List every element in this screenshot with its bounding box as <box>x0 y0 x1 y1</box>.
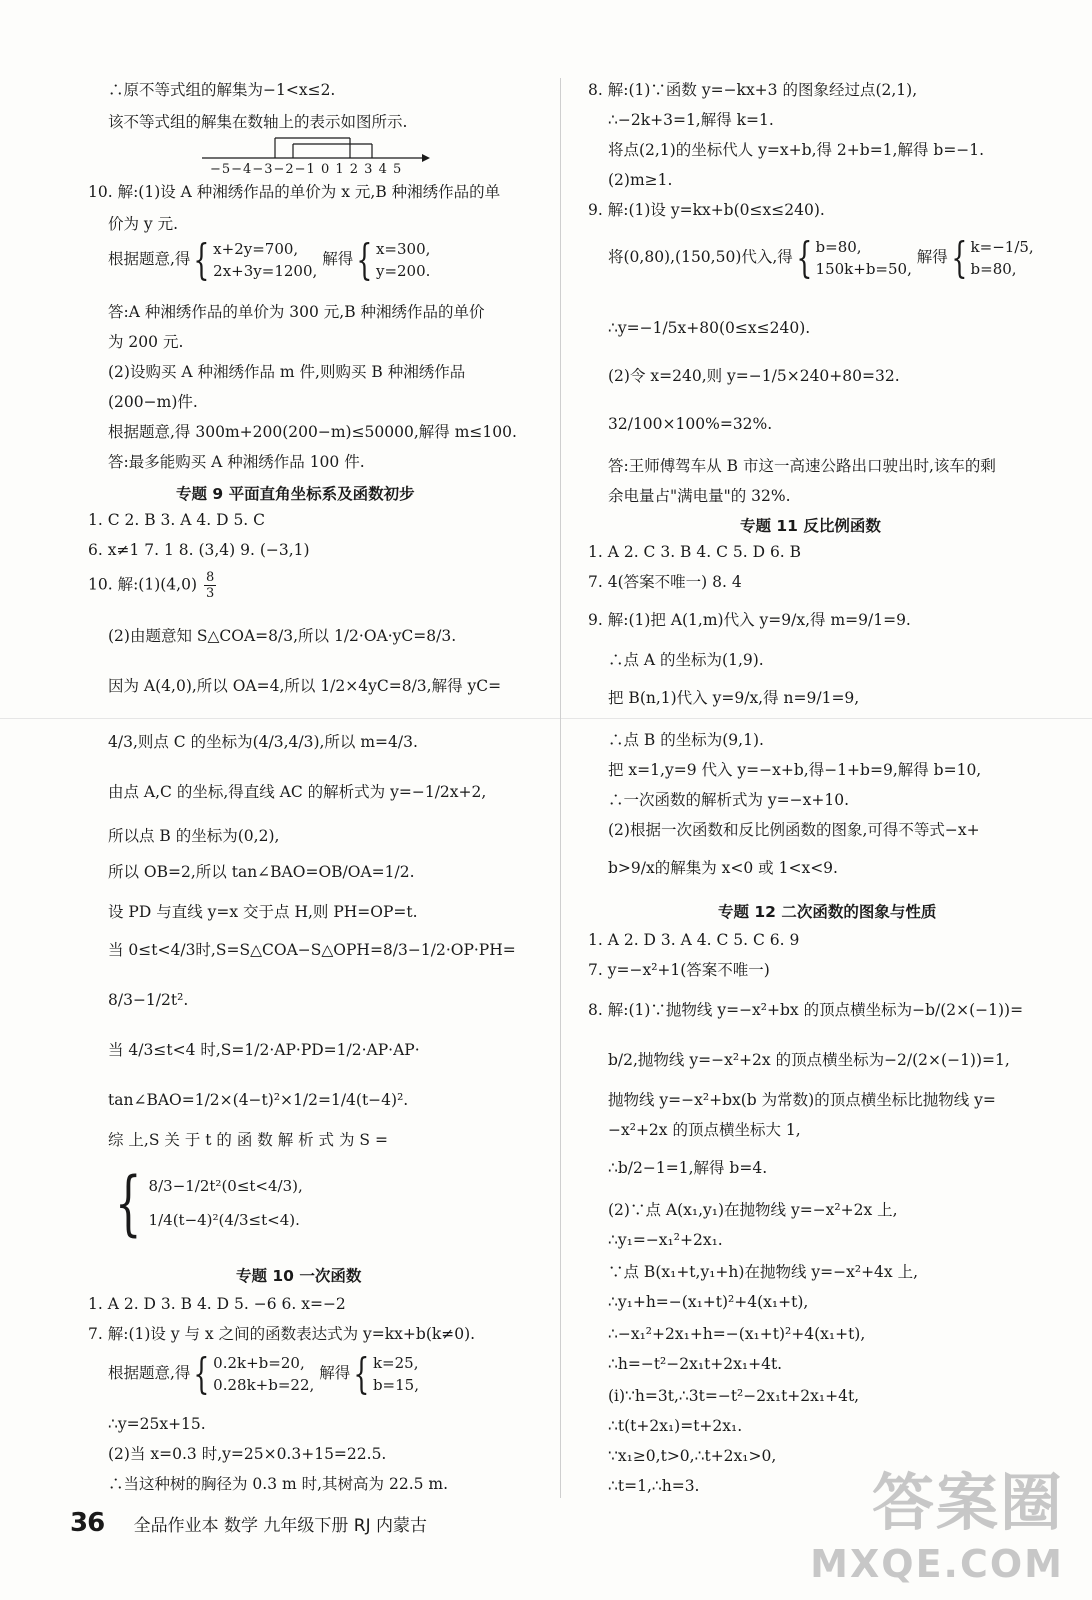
text-line: 把 B(n,1)代入 y=9/x,得 n=9/1=9, <box>608 689 860 707</box>
text-line: 根据题意,得 300m+200(200−m)≤50000,解得 m≤100. <box>108 423 517 441</box>
text-line: 把 x=1,y=9 代入 y=−x+b,得−1+b=9,解得 b=10, <box>608 761 982 779</box>
text-line: 7. y=−x²+1(答案不唯一) <box>588 961 770 979</box>
text-line: 9. 解:(1)设 y=kx+b(0≤x≤240). <box>588 201 825 219</box>
text-line: ∵点 B(x₁+t,y₁+h)在抛物线 y=−x²+4x 上, <box>608 1263 919 1281</box>
text-line: ∴t=1,∴h=3. <box>608 1477 700 1495</box>
section-title: 专题 9 平面直角坐标系及函数初步 <box>176 485 415 503</box>
text-line: −x²+2x 的顶点横坐标大 1, <box>608 1121 801 1139</box>
text-line: ∴原不等式组的解集为−1<x≤2. <box>108 81 336 99</box>
text-line: 为 200 元. <box>108 333 184 351</box>
text-line: ∴点 A 的坐标为(1,9). <box>608 651 764 669</box>
equation: 150k+b=50, <box>815 260 912 278</box>
watermark <box>810 1453 1064 1586</box>
text-line: (2)设购买 A 种湘绣作品 m 件,则购买 B 种湘绣作品 <box>108 363 466 381</box>
watermark-logo-text: 答案圈 <box>871 1466 1064 1539</box>
piecewise-function: { 8/3−1/2t²(0≤t<4/3), 1/4(t−4)²(4/3≤t<4). <box>114 1162 303 1244</box>
section-title: 专题 10 一次函数 <box>236 1267 362 1285</box>
text-line: ∵x₁≥0,t>0,∴t+2x₁>0, <box>608 1447 777 1465</box>
text-line: (2)当 x=0.3 时,y=25×0.3+15=22.5. <box>108 1445 387 1463</box>
text-line: 6. x≠1 7. 1 8. (3,4) 9. (−3,1) <box>88 541 310 559</box>
text-line: 10. 解:(1)设 A 种湘绣作品的单价为 x 元,B 种湘绣作品的单 <box>88 183 501 201</box>
text-line: (2)∵点 A(x₁,y₁)在抛物线 y=−x²+2x 上, <box>608 1201 898 1219</box>
equation: 2x+3y=1200, <box>213 262 318 280</box>
column-divider <box>560 78 561 1498</box>
text-line: 所以 OB=2,所以 tan∠BAO=OB/OA=1/2. <box>108 863 415 881</box>
text-line: 所以点 B 的坐标为(0,2), <box>108 827 280 845</box>
text-line: 32/100×100%=32%. <box>608 415 773 433</box>
section-title: 专题 12 二次函数的图象与性质 <box>718 903 937 921</box>
text-line: 当 4/3≤t<4 时,S=1/2·AP·PD=1/2·AP·AP· <box>108 1041 420 1059</box>
text-line: ∴一次函数的解析式为 y=−x+10. <box>608 791 850 809</box>
text-line: ∴−2k+3=1,解得 k=1. <box>608 111 774 129</box>
text-run: 解得 <box>916 248 948 266</box>
page-fold-line <box>0 718 1092 719</box>
text-line: 1. C 2. B 3. A 4. D 5. C <box>88 511 266 529</box>
text-line: 答:王师傅驾车从 B 市这一高速公路出口驶出时,该车的剩 <box>608 457 996 475</box>
text-line: ∴y=25x+15. <box>108 1415 206 1433</box>
text-line: ∴y₁+h=−(x₁+t)²+4(x₁+t), <box>608 1293 809 1311</box>
text-line: (2)令 x=240,则 y=−1/5×240+80=32. <box>608 367 900 385</box>
equation: b=80, <box>970 260 1017 278</box>
text-line: 余电量占"满电量"的 32%. <box>608 487 791 505</box>
equation: 0.2k+b=20, <box>213 1354 305 1372</box>
text-line: 因为 A(4,0),所以 OA=4,所以 1/2×4yC=8/3,解得 yC= <box>108 677 502 695</box>
text-line: ∴t(t+2x₁)=t+2x₁. <box>608 1417 743 1435</box>
text-run: 10. 解:(1)(4,0) <box>88 575 197 594</box>
text-line: 答:A 种湘绣作品的单价为 300 元,B 种湘绣作品的单价 <box>108 303 485 321</box>
equation: b=15, <box>372 1376 419 1394</box>
text-line: ∴当这种树的胸径为 0.3 m 时,其树高为 22.5 m. <box>108 1475 449 1493</box>
text-run: 解得 <box>319 1364 351 1382</box>
text-run: 解得 <box>322 250 354 268</box>
text-line: 当 0≤t<4/3时,S=S△COA−S△OPH=8/3−1/2·OP·PH= <box>108 941 516 959</box>
text-line: 8. 解:(1)∵函数 y=−kx+3 的图象经过点(2,1), <box>588 81 918 99</box>
watermark-url: MXQE.COM <box>810 1542 1064 1586</box>
text-line: (2)根据一次函数和反比例函数的图象,可得不等式−x+ <box>608 821 980 839</box>
text-line: 将点(2,1)的坐标代人 y=x+b,得 2+b=1,解得 b=−1. <box>608 141 985 159</box>
equation: k=25, <box>372 1354 419 1372</box>
equation: b=80, <box>815 238 862 256</box>
text-run: 根据题意,得 <box>108 1364 191 1382</box>
text-line: 1. A 2. D 3. B 4. D 5. −6 6. x=−2 <box>88 1295 346 1313</box>
text-line: (2)m≥1. <box>608 171 673 189</box>
text-line: 1. A 2. C 3. B 4. C 5. D 6. B <box>588 543 802 561</box>
text-line: (2)由题意知 S△COA=8/3,所以 1/2·OA·yC=8/3. <box>108 627 457 645</box>
text-line: ∴b/2−1=1,解得 b=4. <box>608 1159 768 1177</box>
text-line: ∴y₁=−x₁²+2x₁. <box>608 1231 723 1249</box>
book-title: 全品作业本 数学 九年级下册 RJ 内蒙古 <box>133 1516 428 1536</box>
text-line: 综 上,S 关 于 t 的 函 数 解 析 式 为 S = <box>108 1131 388 1149</box>
equation: 0.28k+b=22, <box>213 1376 315 1394</box>
number-line-labels: −5−4−3−2−1 0 1 2 3 4 5 <box>210 162 403 177</box>
text-line: 该不等式组的解集在数轴上的表示如图所示. <box>108 113 408 131</box>
section-title: 专题 11 反比例函数 <box>740 517 881 535</box>
text-line: (200−m)件. <box>108 393 198 411</box>
equation: x=300, <box>375 240 431 258</box>
equation-system: 根据题意,得{ 0.2k+b=20, 0.28k+b=22, 解得{ k=25, b=15, <box>108 1349 419 1398</box>
equation-system: 根据题意,得{ x+2y=700, 2x+3y=1200, 解得{ x=300, y=200. <box>108 235 431 284</box>
text-line: 7. 4(答案不唯一) 8. 4 <box>588 573 742 591</box>
page-footer <box>70 1508 427 1538</box>
text-line: ∴h=−t²−2x₁t+2x₁+4t. <box>608 1355 783 1373</box>
text-line: 4/3,则点 C 的坐标为(4/3,4/3),所以 m=4/3. <box>108 733 418 751</box>
text-line: 8/3−1/2t². <box>108 991 189 1009</box>
text-line: 7. 解:(1)设 y 与 x 之间的函数表达式为 y=kx+b(k≠0). <box>88 1325 476 1343</box>
piece: 8/3−1/2t²(0≤t<4/3), <box>148 1177 303 1195</box>
equation: k=−1/5, <box>970 238 1034 256</box>
text-run: 根据题意,得 <box>108 250 191 268</box>
piece: 1/4(t−4)²(4/3≤t<4). <box>148 1211 300 1229</box>
text-run: 将(0,80),(150,50)代入,得 <box>608 248 793 266</box>
text-line: 8. 解:(1)∵抛物线 y=−x²+bx 的顶点横坐标为−b/(2×(−1))= <box>588 1001 1024 1019</box>
text-line: ∴点 B 的坐标为(9,1). <box>608 731 764 749</box>
text-line: 答:最多能购买 A 种湘绣作品 100 件. <box>108 453 365 471</box>
text-line: b>9/x的解集为 x<0 或 1<x<9. <box>608 859 838 877</box>
fraction-numerator: 8 <box>205 570 215 585</box>
text-line: b/2,抛物线 y=−x²+2x 的顶点横坐标为−2/(2×(−1))=1, <box>608 1051 1010 1069</box>
text-line: 设 PD 与直线 y=x 交于点 H,则 PH=OP=t. <box>108 903 418 921</box>
equation-system: 将(0,80),(150,50)代入,得{ b=80, 150k+b=50, 解得{ k=−1/5, b=80, <box>608 233 1034 282</box>
text-line: 价为 y 元. <box>108 215 179 233</box>
text-line: (i)∵h=3t,∴3t=−t²−2x₁t+2x₁+4t, <box>608 1387 860 1405</box>
text-line <box>88 570 218 601</box>
text-line: 1. A 2. D 3. A 4. C 5. C 6. 9 <box>588 931 800 949</box>
equation: x+2y=700, <box>213 240 299 258</box>
text-line: 9. 解:(1)把 A(1,m)代入 y=9/x,得 m=9/1=9. <box>588 611 911 629</box>
text-line: tan∠BAO=1/2×(4−t)²×1/2=1/4(t−4)². <box>108 1091 409 1109</box>
page-number: 36 <box>70 1508 105 1538</box>
equation: y=200. <box>375 262 431 280</box>
text-line: ∴y=−1/5x+80(0≤x≤240). <box>608 319 811 337</box>
fraction-denominator: 3 <box>205 586 215 601</box>
text-line: 抛物线 y=−x²+bx(b 为常数)的顶点横坐标比抛物线 y= <box>608 1091 996 1109</box>
text-line: ∴−x₁²+2x₁+h=−(x₁+t)²+4(x₁+t), <box>608 1325 866 1343</box>
text-line: 由点 A,C 的坐标,得直线 AC 的解析式为 y=−1/2x+2, <box>108 783 487 801</box>
